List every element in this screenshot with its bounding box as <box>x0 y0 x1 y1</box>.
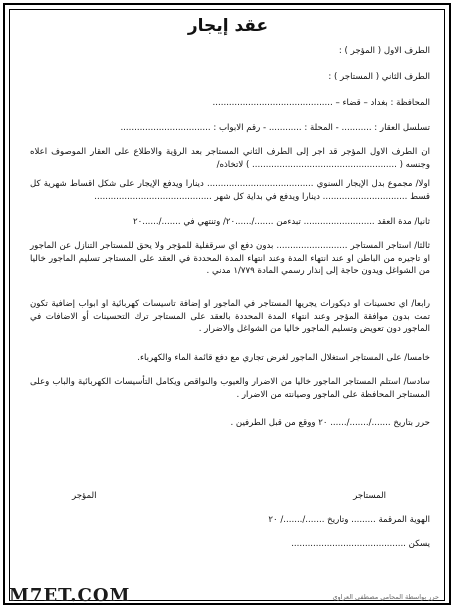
tenant-label: المستاجر <box>353 491 386 501</box>
clause-4: رابعا/ اي تحسينات او ديكورات يجريها المستاجر في الماجور او إضافة تاسيسات كهربائية او ابواب إضافية تكون تمت بدون موافقة المؤجر وعند انتهاء المدة المحددة بالعقد على المستاجر ترك التحسينات أو الاضافات في الماجور دون تعويض وتسليم الماجور خاليا من الشواغل والاضرار . <box>30 299 430 334</box>
footer <box>3 585 451 607</box>
footnote: حرر بواسطة المحامي مصطفى العراوي <box>332 593 439 601</box>
site-logo: M7ET.COM <box>9 585 131 606</box>
clause-2: ثانيا/ مدة العقد .......................... تبدءمن ......./......٢٠/ وتنتهي في ......./......٢٠ <box>132 217 430 227</box>
clause-6: سادسا/ استلم المستاجر الماجور خاليا من الاضرار والعيوب والنواقص ويكامل التأسيسات الكهربائية والباب وعلى المستاجر المحافظة على الماجور وصيانته من الاضرار . <box>30 377 430 400</box>
clause-3: ثالثا/ استاجر المستاجر .......................... بدون دفع اي سرقفلية للمؤجر ولا يحق للمستاجر التنازل عن الماجور او تاجيره من الباطن او عند انتهاء المدة وعند انتهاء المدة المحددة في العقد على المستاجر تسليم الماجور خاليا من الشواغل ويدون حاجة إلى إنذار رسمي المادة ١/٧٧٩ مدني . <box>30 241 430 276</box>
intro-paragraph: ان الطرف الاول المؤجر قد اجر إلى الطرف الثاني المستاجر بعد الرؤية والاطلاع على العقار الموصوف اعلاه وجنسه ( ..................................................... ) لاتخاذه/ <box>30 147 430 170</box>
landlord-label: المؤجر <box>72 491 97 501</box>
id-line: الهوية المرقمة ......... وتاريخ ......./......./ ٢٠ <box>268 515 430 525</box>
clause-5: خامسا/ على المستاجر استغلال الماجور لغرض تجاري مع دفع قائمة الماء والكهرباء. <box>137 353 430 363</box>
dated-line: حرر بتاريخ ......./......./...... ٢٠ ووقع من قبل الطرفين . <box>230 418 430 428</box>
party1-line: الطرف الاول ( المؤجر ) : <box>338 46 430 56</box>
serial-line: تسلسل العقار : ........... - المحلة : ............ - رقم الابواب : ................................. <box>120 123 430 133</box>
party2-line: الطرف الثاني ( المستاجر ) : <box>328 72 430 82</box>
resides-line: يسكن .......................................... <box>291 539 430 549</box>
contract-title: عقد إيجار <box>187 16 269 36</box>
province-line: المحافظة : بغداد – قضاء – ............................................ <box>212 98 430 108</box>
clause-1: اولا/ مجموع بدل الإيجار السنوي ....................................... دينارا ويدفع الإيجار على شكل اقساط شهرية كل قسط ............................... دينارا ويدفع في بداية كل شهر ........................................... <box>30 179 430 202</box>
